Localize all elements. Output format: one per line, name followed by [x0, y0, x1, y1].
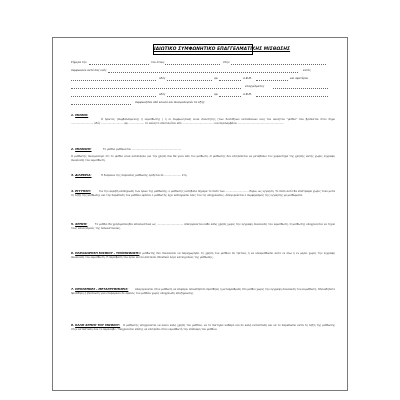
fill-line — [167, 80, 212, 81]
section-6-heading: 6. ΠΑΡΑΧΩΡΗΣΗ ΜΙΣΘΙΟΥ - ΥΠΟΜΙΣΘΩΣΗ: — [71, 251, 140, 255]
intro-label-year: του έτους — [151, 60, 165, 64]
section-2-text: Το μίσθιο μισθώνεται ............................................................ — [103, 148, 182, 151]
fill-line — [71, 80, 156, 81]
section-3-text: Η διάρκεια της παρούσας μίσθωσης ορίζεται σε .................... έτη. — [101, 174, 188, 177]
fill-line — [71, 88, 241, 89]
section-1-text: Ο πρώτος (συμβαλλόμενος) ή εκμισθωτής ( ή οι συμφωνητικά) είναι ιδιοκτήτης (των διατάξεων κατασκευών και) του ακινήτου "μίσθιο" που βρίσκεται στον δήμο ........................... οδός ........................... αρ. .................. το ακίνητο αποτελείται από ...................................... και περιλαμβάνει ........................................................ — [71, 118, 335, 125]
fill-line — [219, 96, 241, 97]
intro-label-no: αρ. — [214, 76, 219, 80]
fill-line — [89, 64, 149, 65]
section-5-heading: 5. ΧΡΗΣΗ: — [71, 222, 88, 226]
section-4-heading: 4. ΕΓΓΥΗΣΗ: — [71, 189, 91, 193]
section-2-heading: 2. ΜΙΣΘΩΣΗ: — [71, 147, 92, 151]
section-7-text: Απαγορεύεται στον μισθωτή να επιφέρει οποιαδήποτε προσθήκη ή μεταρρύθμιση στο μίσθιο χωρίς την έγγραφη συναίνεση του εκμισθωτή. Οποιαδήποτε προσθήκη ή βελτίωση γίνει παραμένει σε όφελος του μισθίου χωρίς υποχρέωση αποζημίωσης. — [71, 288, 335, 295]
intro-label-no-2: αρ. — [214, 92, 219, 96]
section-8-heading: 8. ΚΑΛΗ ΧΡΗΣΗ ΤΟΥ ΜΙΣΘΙΟΥ: — [71, 323, 121, 327]
intro-label-street: οδός — [159, 76, 166, 80]
section-2-extra-text: Ο μισθωτής συνομολογεί ότι το μίσθιο είναι κατάλληλο για την χρήση που θα γίνει από τον μισθωτή. Ο μισθωτής δεν επιτρέπεται να μεταβάλει τον χαρακτήρα της χρήσης αυτής χωρίς έγγραφη συναίνεση του εκμισθωτή. — [71, 155, 335, 162]
intro-label-afm: Α.Φ.Μ. — [243, 76, 252, 80]
section-8-text: Ο μισθωτής υποχρεούται να κάνει καλή χρήση του μισθίου, να το διατηρεί καθαρό και σε καλή κατάσταση και να το παραδώσει κατά τη λήξη της μίσθωσης στην κατάσταση που το παρέλαβε. Υποχρεούται επίσης να επιτρέπει στον εκμισθωτή την επίσκεψη του μισθίου. — [71, 324, 335, 331]
section-7-heading: 7. ΠΡΟΣΘΗΚΕΣ - ΜΕΤΑΡΡΥΘΜΙΣΕΙΣ: — [71, 287, 129, 291]
fill-line — [71, 104, 131, 105]
fill-line — [167, 96, 212, 97]
document-title: ΙΔΙΩΤΙΚΟ ΣΥΜΦΩΝΗΤΙΚΟ ΕΠΑΓΓΕΛΜΑΤΙΚΗΣ ΜΙΣΘΩΣΗΣ — [153, 44, 253, 55]
section-6-text: Ο μισθωτής δεν δικαιούται να παραχωρήσει τη χρήση του μισθίου σε τρίτους ή να υπεκμισθώσει αυτό εν όλω ή εν μέρει χωρίς την έγγραφη συναίνεση του εκμισθωτή. Η παράβαση του όρου αυτού αποτελεί σπουδαίο λόγο καταγγελίας της μίσθωσης. — [71, 252, 335, 259]
fill-line — [108, 72, 298, 73]
fill-line — [71, 96, 156, 97]
intro-label-afm-2: Α.Φ.Μ. — [243, 92, 252, 96]
section-3-heading: 3. ΔΙΑΡΚΕΙΑ: — [71, 173, 92, 177]
intro-label-of: εκτός — [303, 68, 311, 72]
section-1-heading: 1. ΜΙΣΘΙΟ: — [71, 113, 89, 117]
fill-line — [256, 80, 288, 81]
intro-label-agree: συμφωνήσαν από κοινού και συνομολογούν τα εξής: — [135, 100, 206, 104]
fill-line — [165, 64, 220, 65]
fill-line — [256, 96, 328, 97]
intro-label-date: Σήμερα την — [71, 60, 87, 64]
section-5-text: Το μίσθιο θα χρησιμοποιηθεί αποκλειστικά ως ................................ Απαγορεύεται κάθε άλλη χρήση χωρίς την έγγραφη συναίνεση του εκμισθωτή. Ο μισθωτής υποχρεούται να τηρεί τους κανονισμούς της πολυκατοικίας. — [71, 223, 335, 230]
section-4-text: Για την ακριβή εκπλήρωση των όρων της μίσθωσης, ο μισθωτής κατέβαλε σήμερα το ποσό των ............................ Ευρώ, ως εγγύηση. Το ποσό αυτό θα επιστραφεί χωρίς τόκο μετά τη λήξη της μίσθωσης και την παράδοση του μισθίου εφόσον ο μισθωτής έχει εκπληρώσει όλες του τις υποχρεώσεις. Απαγορεύεται ο συμψηφισμός της εγγύησης με μισθώματα. — [71, 190, 335, 197]
fill-line — [273, 88, 328, 89]
intro-label-place: στην — [223, 60, 230, 64]
intro-label-and: και αφετέρου — [290, 76, 309, 80]
intro-label-profession: επαγγέλματος — [245, 84, 265, 88]
fill-line — [231, 64, 326, 65]
fill-line — [219, 80, 241, 81]
intro-label-street-2: οδός — [159, 92, 166, 96]
document-page — [52, 37, 348, 391]
intro-label-parties: συμφωνούν αυτό σας ενός — [71, 68, 107, 72]
